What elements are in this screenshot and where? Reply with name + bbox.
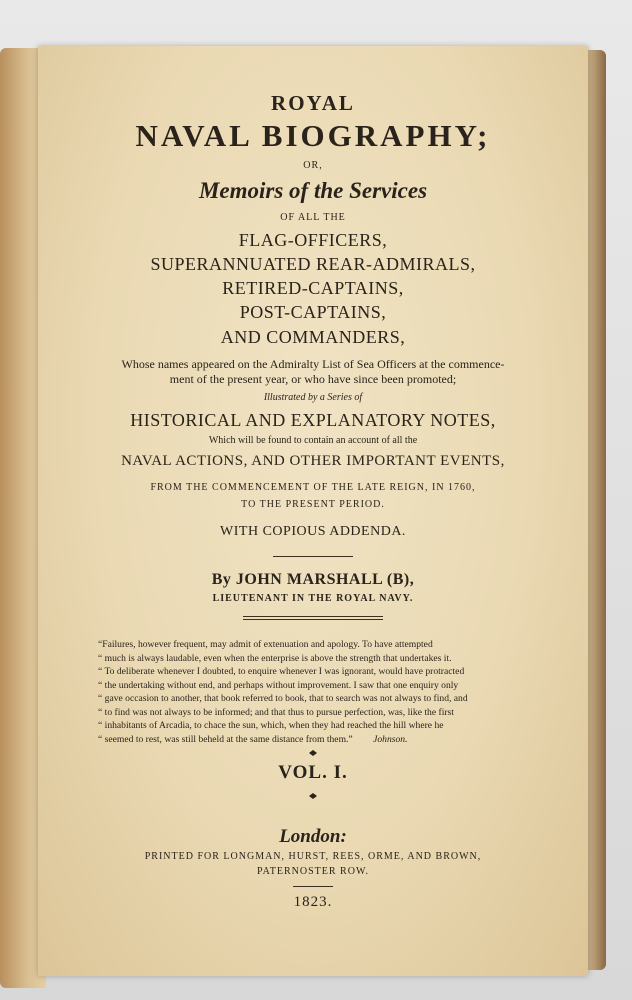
copious-addenda: WITH COPIOUS ADDENDA. bbox=[220, 524, 406, 539]
johnson-quote bbox=[98, 638, 528, 746]
author-name: By JOHN MARSHALL (B), bbox=[211, 571, 415, 588]
subtitle-memoirs: Memoirs of the Services bbox=[198, 178, 428, 203]
to-present-period: TO THE PRESENT PERIOD. bbox=[241, 499, 385, 510]
naval-actions: NAVAL ACTIONS, AND OTHER IMPORTANT EVENTS, bbox=[121, 453, 505, 469]
quote-line-last bbox=[98, 733, 528, 747]
rank-post-captains: POST-CAPTAINS, bbox=[239, 302, 387, 322]
quote-line: “ gave occasion to another, that book referred to book, that to search was not always to find, and bbox=[98, 693, 468, 704]
quote-line: “ seemed to rest, was still beheld at the same distance from them.” bbox=[98, 733, 353, 745]
divider-rule-4 bbox=[293, 886, 333, 887]
quote-line: “Failures, however frequent, may admit of extenuation and apology. To have attempted bbox=[98, 639, 433, 650]
quote-line: “ inhabitants of Arcadia, to chace the sun, which, when they had reached the hill where he bbox=[98, 720, 444, 731]
title-naval-biography: NAVAL BIOGRAPHY; bbox=[135, 118, 491, 153]
whose-names-line-1: Whose names appeared on the Admiralty List of Sea Officers at the commence- bbox=[121, 357, 505, 371]
quote-line: “ to find was not always to be informed; and that thus to pursue perfection, was, like the first bbox=[98, 706, 454, 718]
from-commencement: FROM THE COMMENCEMENT OF THE LATE REIGN, IN 1760, bbox=[150, 482, 476, 493]
imprint-address: PATERNOSTER ROW. bbox=[257, 866, 369, 877]
whose-names-line-2: ment of the present year, or who have since been promoted; bbox=[169, 372, 457, 386]
quote-line: “ much is always laudable, even when the enterprise is above the strength that undertakes it. bbox=[98, 652, 452, 664]
volume-number: VOL. I. bbox=[278, 762, 348, 783]
divider-rule-3 bbox=[243, 619, 383, 620]
title-or: OR, bbox=[303, 160, 323, 171]
rank-commanders: AND COMMANDERS, bbox=[220, 327, 406, 347]
ornament-upper bbox=[298, 749, 328, 757]
divider-rule-1 bbox=[273, 556, 353, 557]
of-all-the: OF ALL THE bbox=[280, 212, 346, 223]
imprint-year: 1823. bbox=[293, 894, 333, 910]
quote-line: “ the undertaking without end, and perhaps without improvement. I saw that one enquiry only bbox=[98, 679, 459, 691]
illustrated-by: Illustrated by a Series of bbox=[263, 392, 363, 403]
rank-superannuated: SUPERANNUATED REAR-ADMIRALS, bbox=[150, 254, 476, 274]
author-rank: LIEUTENANT IN THE ROYAL NAVY. bbox=[212, 593, 414, 604]
title-page bbox=[38, 46, 588, 976]
which-will-be-found: Which will be found to contain an account of all the bbox=[208, 435, 418, 446]
ornament-lower bbox=[298, 792, 328, 800]
quote-attribution: Johnson. bbox=[373, 733, 408, 745]
imprint-place: London: bbox=[279, 826, 347, 847]
rank-retired-captains: RETIRED-CAPTAINS, bbox=[222, 278, 404, 298]
divider-rule-2 bbox=[243, 616, 383, 617]
imprint-printer: PRINTED FOR LONGMAN, HURST, REES, ORME, AND BROWN, bbox=[144, 851, 482, 862]
quote-line: “ To deliberate whenever I doubted, to enquire whenever I was ignorant, would have protracted bbox=[98, 666, 465, 677]
historical-notes: HISTORICAL AND EXPLANATORY NOTES, bbox=[130, 410, 496, 430]
title-royal: ROYAL bbox=[271, 91, 355, 115]
rank-flag-officers: FLAG-OFFICERS, bbox=[238, 230, 388, 250]
